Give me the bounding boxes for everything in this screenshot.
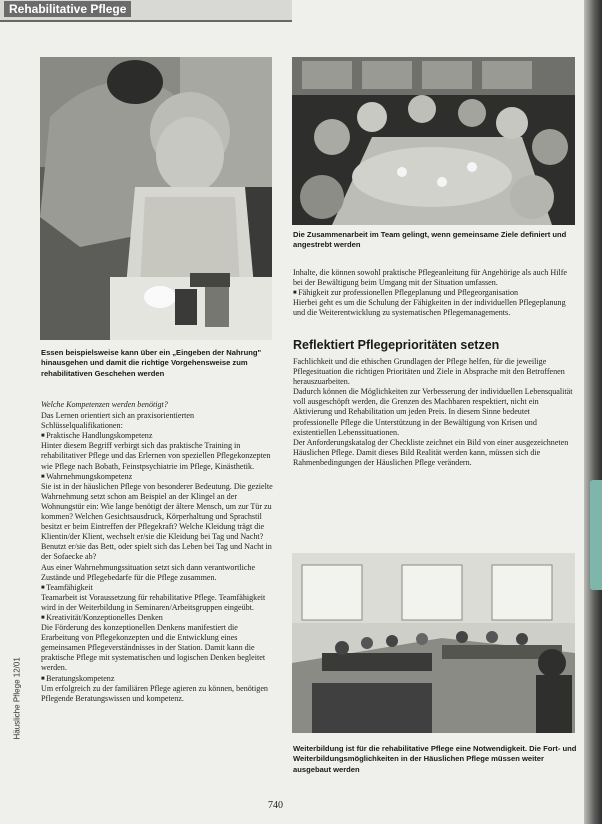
paragraph: Um erfolgreich zu der familiären Pflege agieren zu können, benötigen Pflegende Beratungswissen und kompetenz. — [41, 683, 268, 703]
paragraph: Teamarbeit ist Voraussetzung für rehabilitative Pflege. Teamfähigkeit wird in der Weiterbildung in Seminaren/Arbeitsgruppen eingeübt. — [41, 592, 266, 612]
lead-question: Welche Kompetenzen werden benötigt? — [41, 400, 168, 409]
page-edge-shadow — [584, 0, 602, 824]
right-text-column-mid — [293, 357, 576, 468]
teal-tab-marker — [590, 480, 602, 590]
paragraph: Hinter diesem Begriff verbirgt sich das praktische Training in rehabilitativer Pflege und das Erlernen von speziellen Pflegekonzepten wie Pflege nach Bobath, Feinstpsychiatrie im Pflege, Kinästhetik. — [41, 441, 271, 471]
paragraph: Hierbei geht es um die Schulung der Fähigkeiten in der individuellen Pflegeplanung und die Weiterentwicklung zu systematischen Pflegemanagements. — [293, 298, 566, 318]
caption-team-photo: Die Zusammenarbeit im Team gelingt, wenn gemeinsame Ziele definiert und angestrebt werden — [293, 230, 567, 250]
section-header — [0, 0, 292, 22]
photo-seminar — [292, 553, 575, 733]
bullet-item: ■ Beratungskompetenz — [41, 674, 275, 684]
paragraph: Fachlichkeit und die ethischen Grundlagen der Pflege helfen, für die jeweilige Pflegesituation die richtigen Prioritäten und Ziele in Absprache mit den Betroffenen herauszuarbeiten. — [293, 357, 565, 387]
page-number: 740 — [268, 800, 283, 811]
paragraph: Dadurch können die Möglichkeiten zur Verbesserung der individuellen Lebensqualität voll ausgeschöpft werden, die Grenzen des Machbaren respektiert, nicht ein Aktivierung und Rehabilitation um jeden Preis. In diesem Sinne bedeutet professionelle Pflege die Unterstützung in der Bewältigung von Krisen und existentiellen Lebenssituationen. — [293, 387, 573, 437]
paragraph: Der Anforderungskatalog der Checkliste zeichnet ein Bild von einer ausgezeichneten Häuslichen Pflege. Damit dieses Bild Realität werden kann, müssen sich die Rahmenbedingungen der Häuslichen Pflege verändern. — [293, 437, 569, 467]
paragraph: Aus einer Wahrnehmungssituation setzt sich dann verantwortliche Zustände und Pflegebedarfe für die Pflege zusammen. — [41, 562, 256, 582]
section-label: Rehabilitative Pflege — [4, 1, 131, 17]
bullet-item: ■ Teamfähigkeit — [41, 583, 275, 593]
side-reference: Häusliche Pflege 12/01 — [12, 657, 22, 740]
paragraph: Inhalte, die können sowohl praktische Pflegeanleitung für Angehörige als auch Hilfe bei der Bewältigung beim Umgang mit der Situation umfassen. — [293, 268, 567, 288]
photo-team-meeting — [292, 57, 575, 225]
section-heading: Reflektiert Pflegeprioritäten setzen — [293, 338, 500, 352]
photo-caregiver-feeding — [40, 57, 272, 340]
caption-left-photo: Essen beispielsweise kann über ein „Eingeben der Nahrung" hinausgehen und damit die richtige Vorgehensweise zum rehabilitativen Geschehen werden — [41, 348, 262, 378]
left-text-column — [41, 400, 275, 790]
bullet-item: ■ Wahrnehmungskompetenz — [41, 472, 275, 482]
right-text-column-top — [293, 268, 576, 318]
paragraph: Sie ist in der häuslichen Pflege von besonderer Bedeutung. Die gezielte Wahrnehmung setzt schon am Beispiel an der Klingel an der Wohnungstür ein: Wie lange benötigt der ältere Mensch, um zur Tür zu kommen? Welchen Gesichtsausdruck, Körperhaltung und Sprachstil besitzt er beim Eintreffen der Pflegekraft? Welche Kleidung trägt die Klientin/der Klient, wechselt er/sie die Kleidung bei Tag und Nacht? Benutzt er/sie das Bett, oder spielt sich das Leben bei Tag und Nacht in der Sofaecke ab? — [41, 481, 273, 562]
paragraph: Die Förderung des konzeptionellen Denkens manifestiert die Erarbeitung von Pflegekonzepten und die Entwicklung eines gemeinsamen Pflegeverständnisses in der Station. Damit kann die praktische Pflege mit systematischen und logischen Denken begleitet werden. — [41, 623, 266, 673]
caption-seminar-photo: Weiterbildung ist für die rehabilitative Pflege eine Notwendigkeit. Die Fort- und Weiterbildungsmöglichkeiten in der Häuslichen Pflege müssen weiter ausgebaut werden — [293, 744, 577, 774]
bullet-item: ■ Kreativität/Konzeptionelles Denken — [41, 613, 275, 623]
bullet-item: ■ Praktische Handlungskompetenz — [41, 431, 275, 441]
bullet-item: ■ Fähigkeit zur professionellen Pflegeplanung und Pflegeorganisation — [293, 288, 576, 298]
paragraph: Das Lernen orientiert sich an praxisorientierten Schlüsselqualifikationen: — [41, 411, 195, 431]
